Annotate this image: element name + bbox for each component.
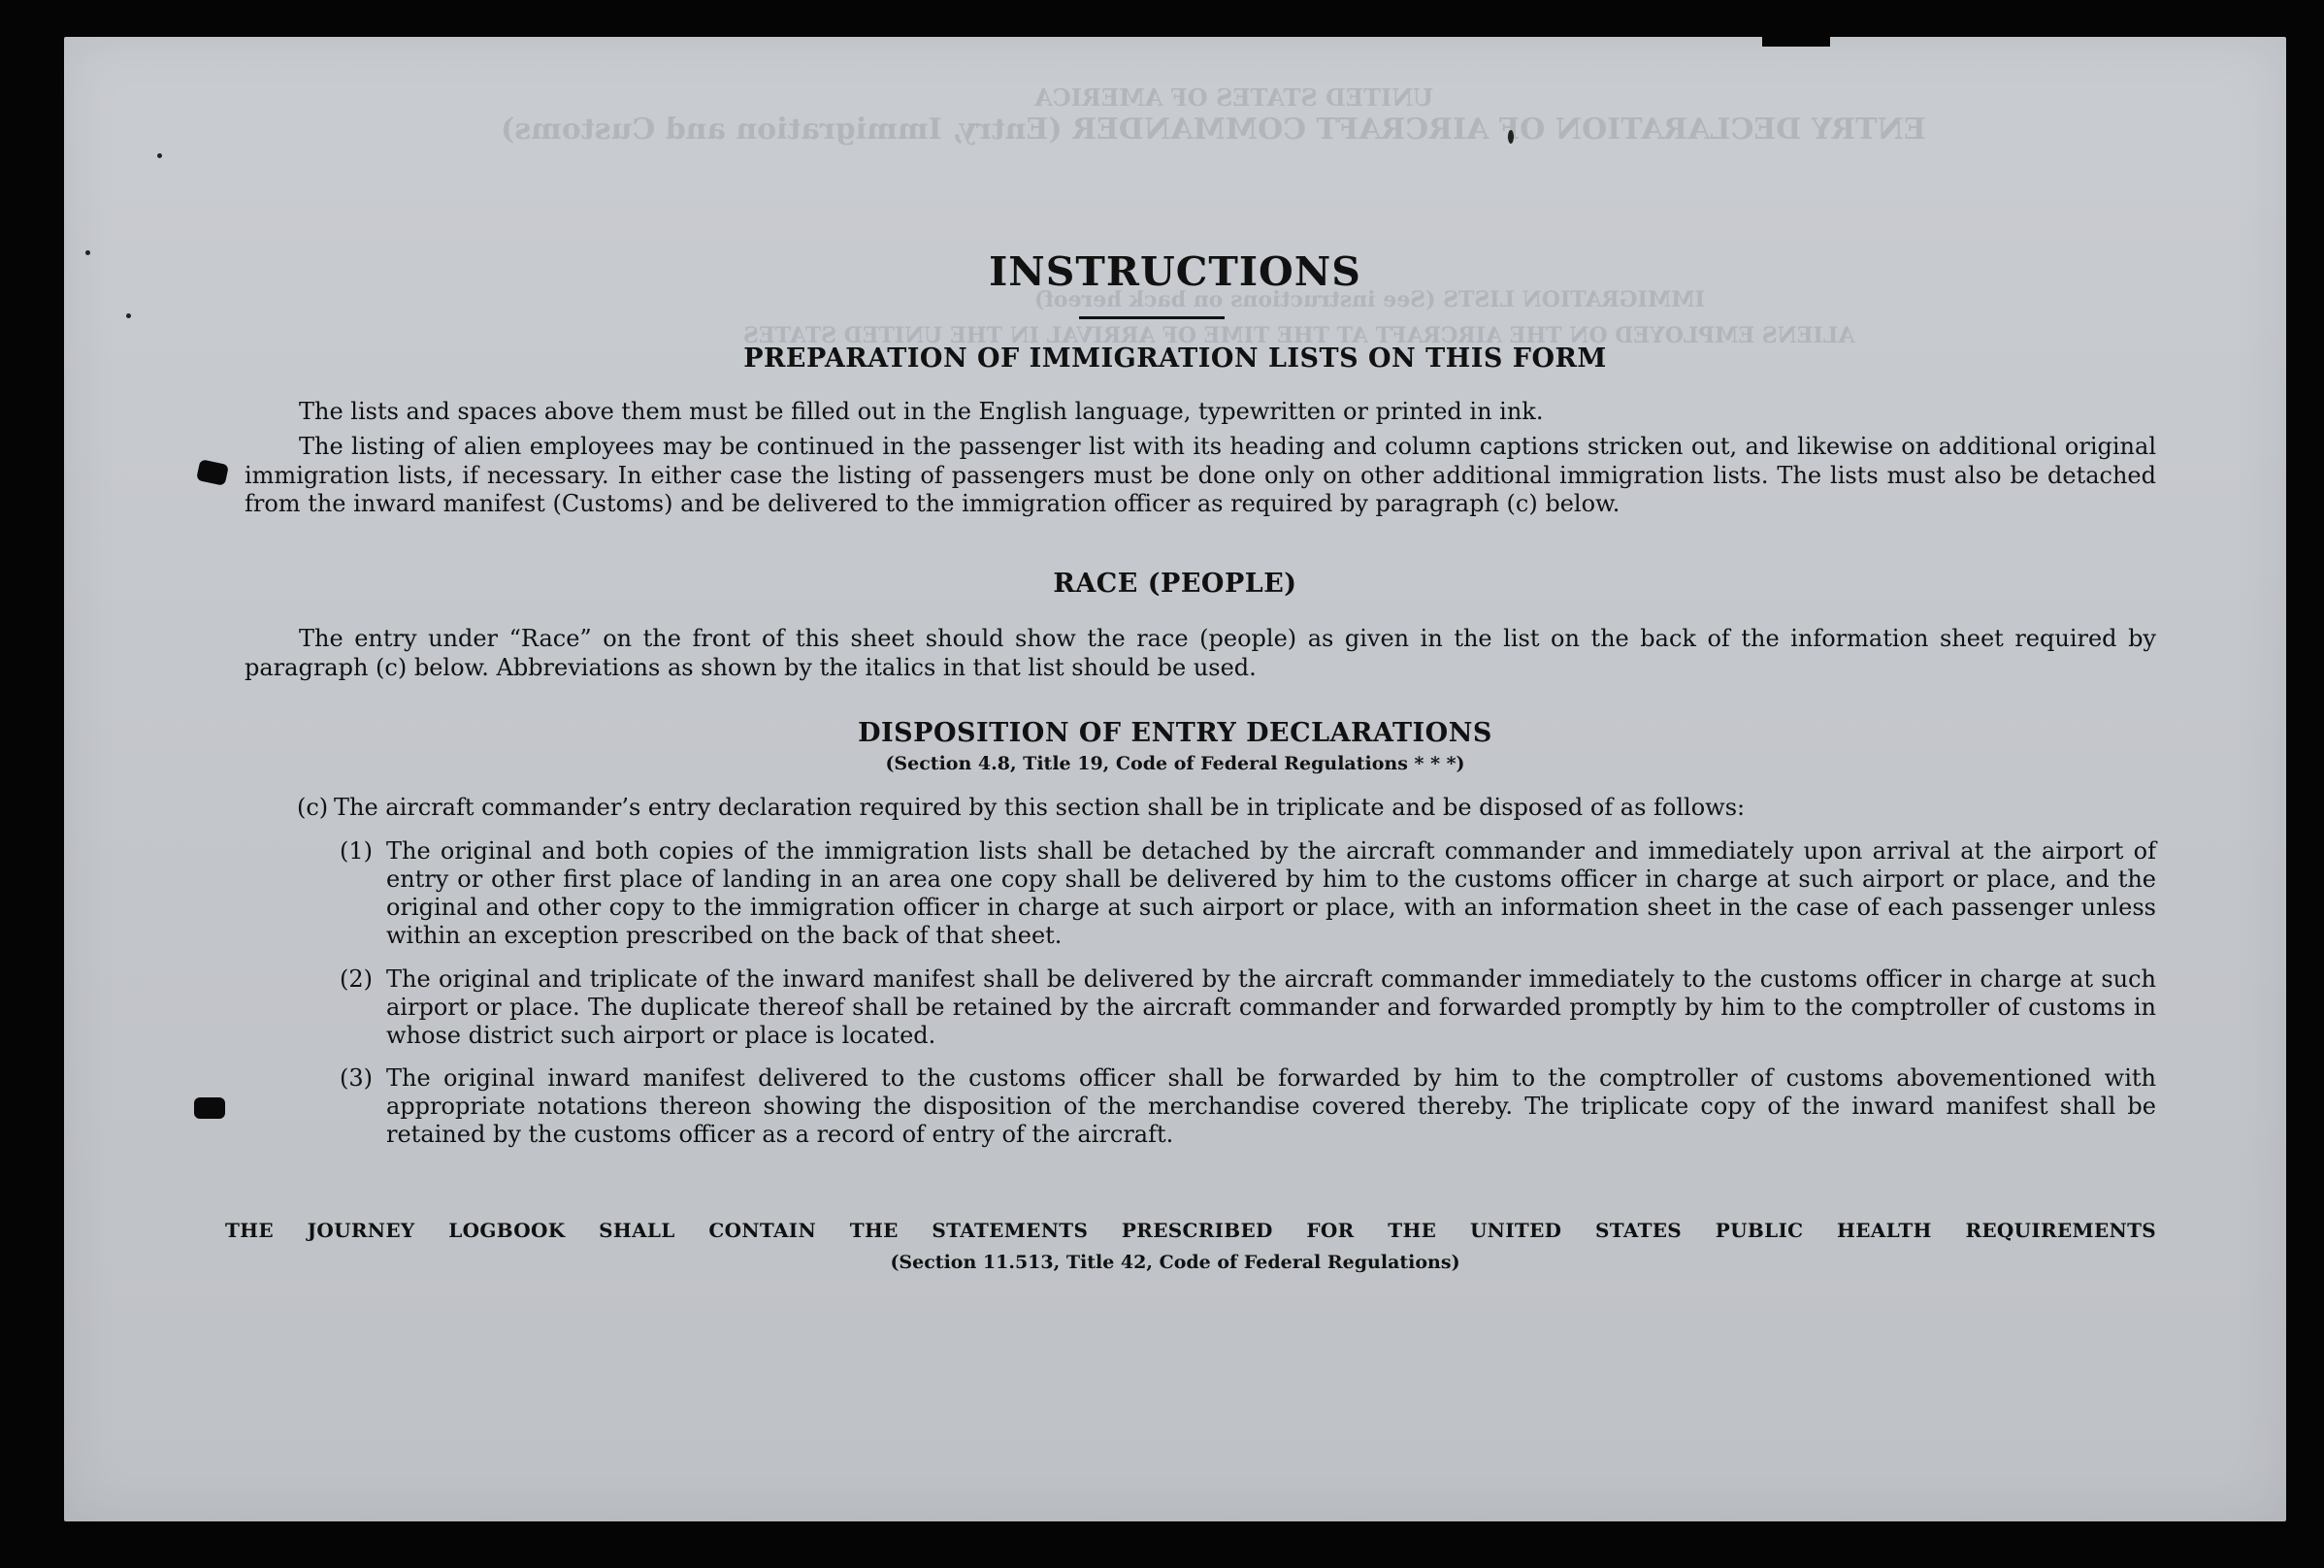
list-item-text: The original and both copies of the immigration lists shall be detached by the aircraft commander and immediately upon arrival at the airport of entry or other first place of landing in an area one copy shall be delivered by him to the customs officer in charge at such airport or place, and the original and other copy to the immigration officer in charge at such airport or place, with an information sheet in the case of each passenger unless within an exception prescribed on the back of that sheet. [386, 837, 2156, 949]
instructions-content [64, 37, 2286, 1521]
page-title: INSTRUCTIONS [989, 248, 1361, 295]
list-item-number: (1) [340, 837, 373, 865]
bleed-through-line: ENTRY DECLARATION OF AIRCRAFT COMMANDER (Entry, Immigration and Customs) [501, 113, 1926, 147]
list-item [340, 1064, 2156, 1149]
bleed-through-line: UNITED STATES OF AMERICA [1034, 83, 1434, 112]
list-item [340, 837, 2156, 950]
paragraph-text: The aircraft commander’s entry declaration required by this section shall be in triplicate and be disposed of as follows: [334, 794, 1746, 821]
dust-speck [157, 153, 162, 158]
paragraph-race: The entry under “Race” on the front of this sheet should show the race (people) as given in the list on the back of the information sheet required by paragraph (c) below. Abbreviations as shown by the italics in that list should be used. [245, 625, 2156, 681]
title-underline [1079, 316, 1225, 319]
ink-blot [194, 1097, 225, 1119]
list-item-text: The original inward manifest delivered to the customs officer shall be forwarded by him to the comptroller of customs abovementioned with appropriate notations thereon showing the disposition of the merchandise covered thereby. The triplicate copy of the inward manifest shall be retained by the customs officer as a record of entry of the aircraft. [386, 1064, 2156, 1148]
section-heading-race: RACE (PEOPLE) [1053, 569, 1297, 599]
paragraph-label: (c) [297, 794, 329, 821]
paragraph-alien-employees: The listing of alien employees may be continued in the passenger list with its heading and column captions stricken out, and likewise on additional original immigration lists, if necessary. In either case the listing of passengers must be done only on other additional immigration lists. The lists must also be detached from the inward manifest (Customs) and be delivered to the immigration officer as required by paragraph (c) below. [245, 433, 2156, 517]
section-heading-preparation: PREPARATION OF IMMIGRATION LISTS ON THIS FORM [743, 343, 1607, 374]
bleed-through-line: ALIENS EMPLOYED ON THE AIRCRAFT AT THE TIME OF ARRIVAL IN THE UNITED STATES [743, 323, 1855, 348]
section-citation-disposition: (Section 4.8, Title 19, Code of Federal Regulations * * *) [885, 753, 1465, 774]
list-item [340, 965, 2156, 1050]
public-health-citation: (Section 11.513, Title 42, Code of Federal Regulations) [890, 1252, 1460, 1273]
torn-edge [1762, 37, 1830, 47]
list-item-text: The original and triplicate of the inward manifest shall be delivered by the aircraft commander immediately to the customs officer in charge at such airport or place. The duplicate thereof shall be retained by the aircraft commander and forwarded promptly by him to the comptroller of customs in whose district such airport or place is located. [386, 965, 2156, 1049]
dust-speck [85, 250, 90, 255]
document-page [64, 37, 2286, 1521]
list-item-number: (2) [340, 965, 373, 993]
section-heading-disposition: DISPOSITION OF ENTRY DECLARATIONS [858, 718, 1492, 748]
dust-speck [1508, 130, 1514, 144]
paragraph-c-intro [297, 794, 2156, 822]
bleed-through-line: IMMIGRATION LISTS (See instructions on back hereof) [1034, 287, 1705, 312]
list-item-number: (3) [340, 1064, 373, 1092]
dust-speck [126, 313, 131, 318]
public-health-statement: THE JOURNEY LOGBOOK SHALL CONTAIN THE STATEMENTS PRESCRIBED FOR THE UNITED STATES PUBLIC HEALTH REQUIREMENTS [225, 1219, 2156, 1242]
paragraph-language: The lists and spaces above them must be filled out in the English language, typewritten or printed in ink. [299, 398, 1544, 425]
